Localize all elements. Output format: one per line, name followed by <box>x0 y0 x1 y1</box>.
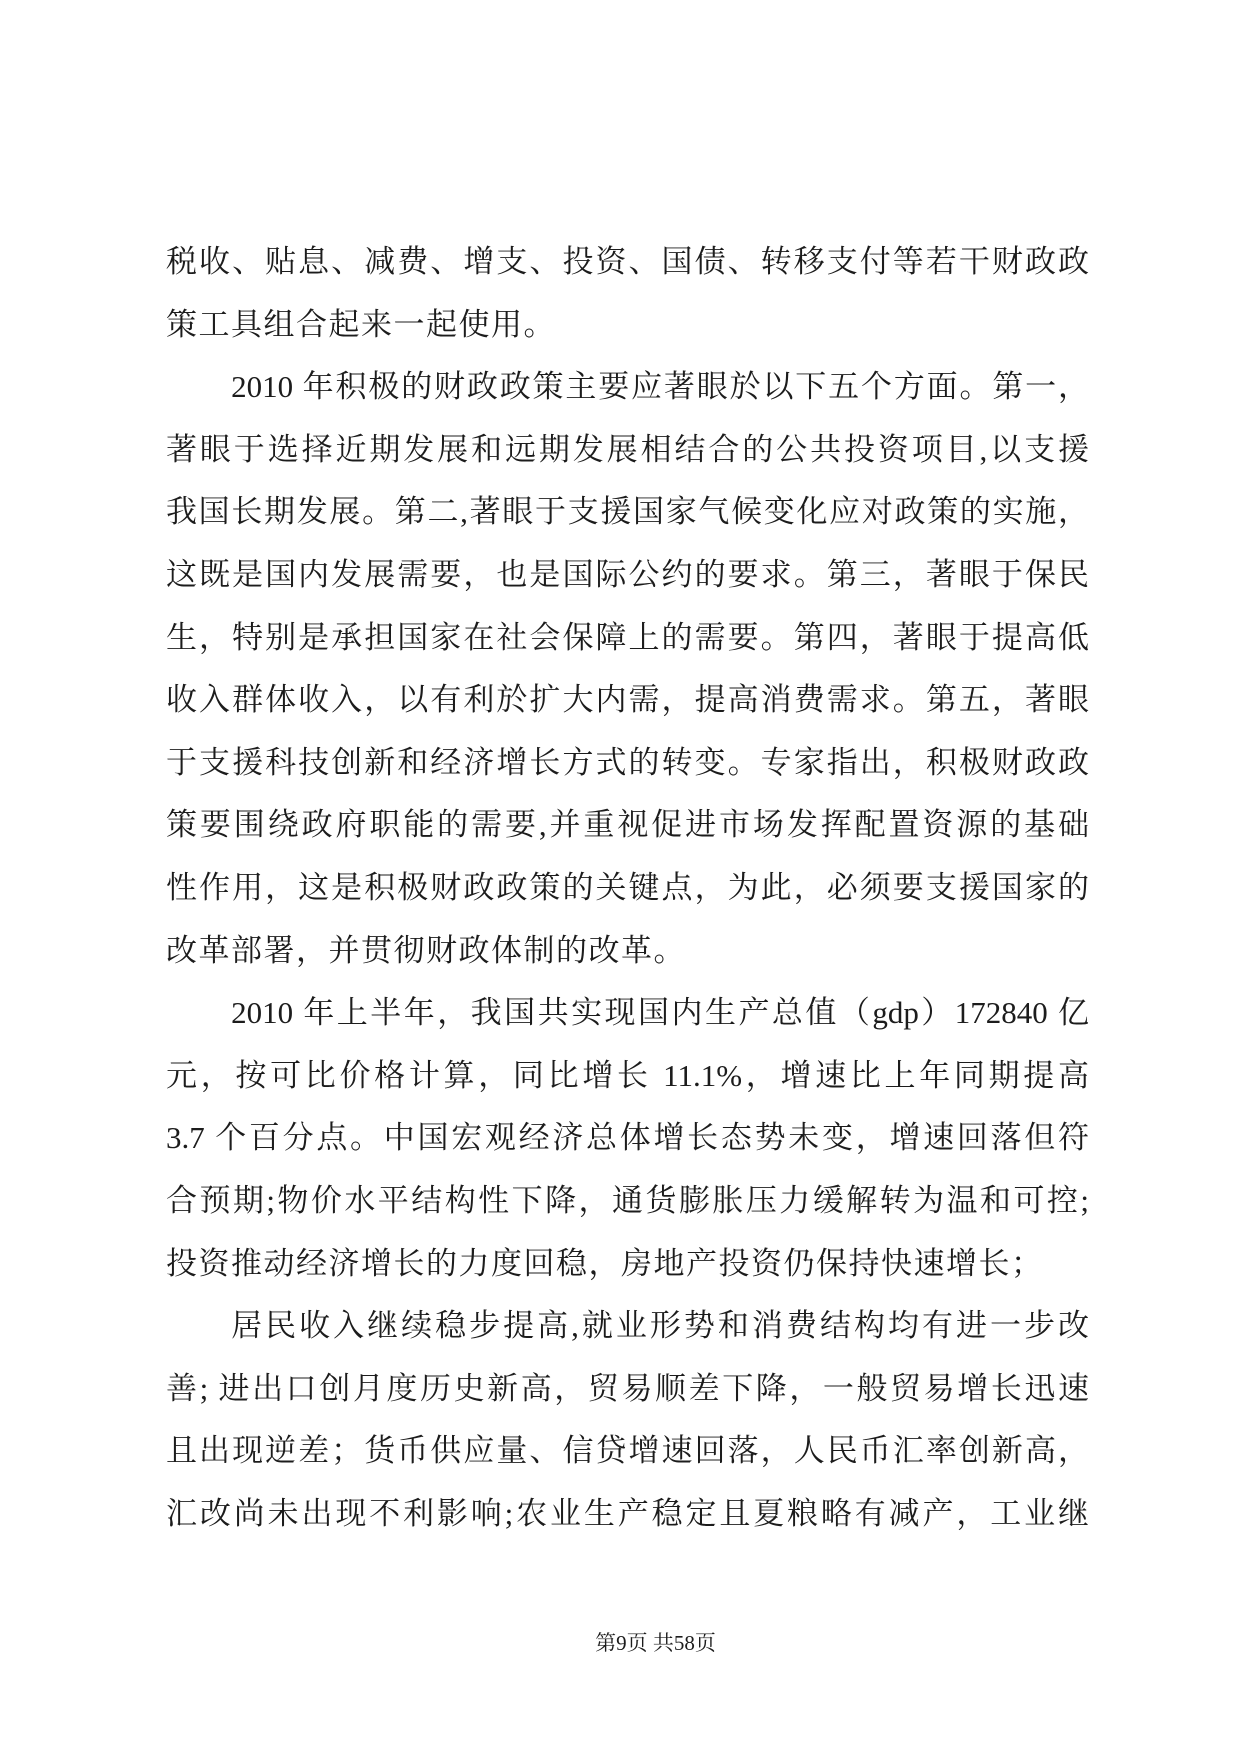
text-line: 2010 年积极的财政政策主要应著眼於以下五个方面。第一， <box>231 369 1089 405</box>
text-line: 性作用，这是积极财政政策的关键点，为此，必须要支援国家的 <box>166 869 1089 905</box>
text-line: 元，按可比价格计算，同比增长 11.1%，增速比上年同期提高 <box>166 1057 1089 1093</box>
text-line: 税收、贴息、减费、增支、投资、国债、转移支付等若干财政政 <box>166 244 1089 279</box>
page-number: 第9页 共58页 <box>595 1631 716 1655</box>
text-line: 且出现逆差；货币供应量、信贷增速回落，人民币汇率创新高， <box>166 1433 1089 1469</box>
text-line: 善; 进出口创月度历史新高，贸易顺差下降，一般贸易增长迅速 <box>166 1370 1089 1406</box>
text-line: 投资推动经济增长的力度回稳，房地产投资仍保持快速增长； <box>166 1245 1044 1281</box>
paragraph-gdp <box>166 982 1089 1295</box>
text-line: 著眼于选择近期发展和远期发展相结合的公共投资项目,以支援 <box>166 431 1089 467</box>
text-line: 3.7 个百分点。中国宏观经济总体增长态势未变，增速回落但符 <box>166 1120 1089 1156</box>
text-line: 这既是国内发展需要，也是国际公约的要求。第三，著眼于保民 <box>166 556 1089 592</box>
text-line: 生，特别是承担国家在社会保障上的需要。第四，著眼于提高低 <box>166 619 1089 655</box>
text-line: 我国长期发展。第二,著眼于支援国家气候变化应对政策的实施， <box>166 494 1089 530</box>
text-line: 策要围绕政府职能的需要,并重视促进市场发挥配置资源的基础 <box>166 807 1089 843</box>
paragraph-continuation <box>166 231 1089 356</box>
text-line: 居民收入继续稳步提高,就业形势和消费结构均有进一步改 <box>231 1308 1089 1344</box>
text-line: 汇改尚未出现不利影响;农业生产稳定且夏粮略有减产，工业继 <box>166 1495 1089 1531</box>
text-line: 改革部署，并贯彻财政体制的改革。 <box>166 932 686 968</box>
text-line: 策工具组合起来一起使用。 <box>166 306 556 342</box>
text-line: 合预期;物价水平结构性下降，通货膨胀压力缓解转为温和可控; <box>166 1182 1089 1218</box>
text-line: 收入群体收入，以有利於扩大内需，提高消费需求。第五，著眼 <box>166 682 1089 718</box>
paragraph-income <box>166 1295 1089 1545</box>
document-body <box>166 231 1089 1545</box>
text-line: 2010 年上半年，我国共实现国内生产总值（gdp）172840 亿 <box>231 995 1089 1031</box>
text-line: 于支援科技创新和经济增长方式的转变。专家指出，积极财政政 <box>166 744 1089 780</box>
paragraph-fiscal-policy <box>166 356 1089 982</box>
